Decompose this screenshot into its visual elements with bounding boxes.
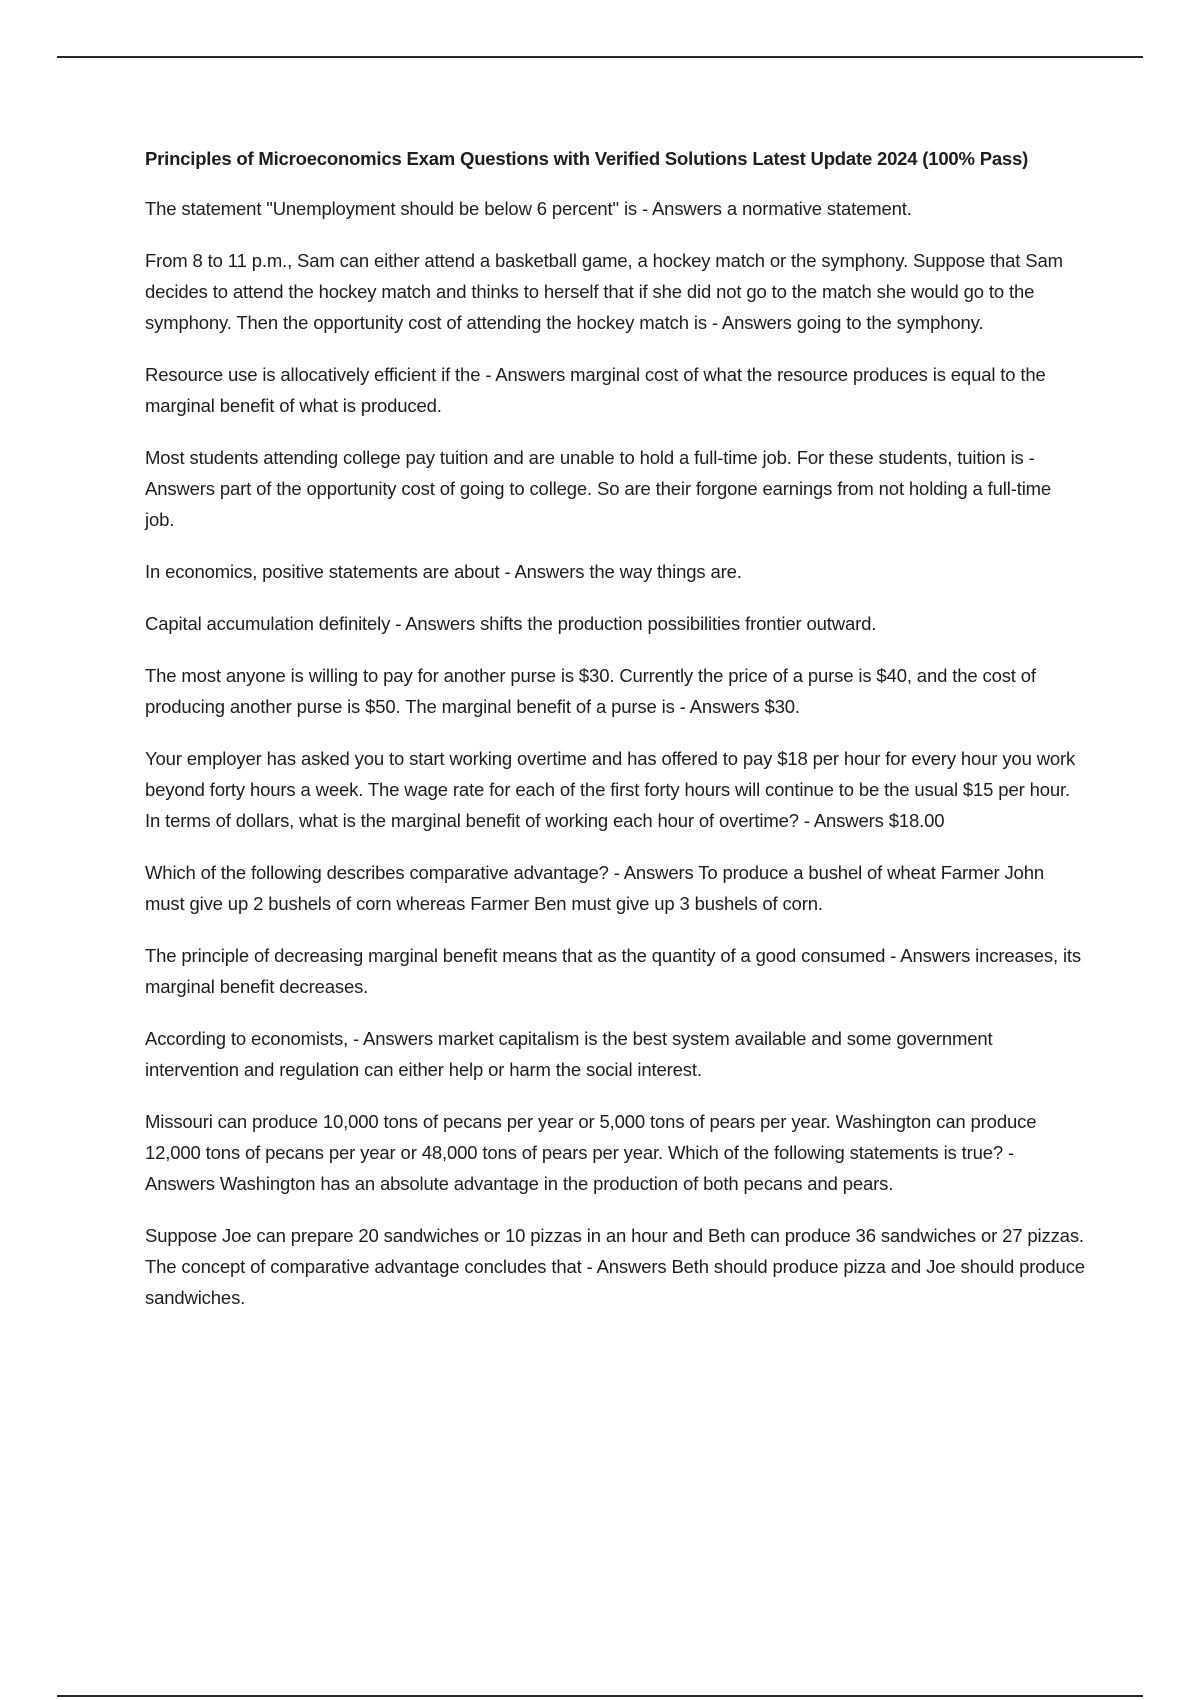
document-title: Principles of Microeconomics Exam Questions with Verified Solutions Latest Update 2024 (100% Pass): [145, 148, 1029, 169]
qa-entry-4: Most students attending college pay tuition and are unable to hold a full-time job. For these students, tuition is - Answers part of the opportunity cost of going to college. So are their forgone earnings from not holding a full-time job.: [145, 447, 1052, 530]
bottom-rule: [57, 1695, 1143, 1697]
qa-entry-6: Capital accumulation definitely - Answers shifts the production possibilities frontier outward.: [145, 613, 877, 634]
qa-entry-9: Which of the following describes comparative advantage? - Answers To produce a bushel of wheat Farmer John must give up 2 bushels of corn whereas Farmer Ben must give up 3 bushels of corn.: [145, 862, 1044, 914]
qa-entry-8: Your employer has asked you to start working overtime and has offered to pay $18 per hour for every hour you work beyond forty hours a week. The wage rate for each of the first forty hours will continue to be the usual $15 per hour. In terms of dollars, what is the marginal benefit of working each hour of overtime? - Answers $18.00: [145, 748, 1076, 831]
qa-entry-5: In economics, positive statements are about - Answers the way things are.: [145, 561, 742, 582]
top-rule: [57, 56, 1143, 58]
qa-entry-12: Missouri can produce 10,000 tons of pecans per year or 5,000 tons of pears per year. Washington can produce 12,000 tons of pecans per year or 48,000 tons of pears per year. Which of the following statements is true? - Answers Washington has an absolute advantage in the production of both pecans and pears.: [145, 1111, 1037, 1194]
qa-entry-1: The statement "Unemployment should be below 6 percent" is - Answers a normative statement.: [145, 198, 912, 219]
qa-entry-13: Suppose Joe can prepare 20 sandwiches or 10 pizzas in an hour and Beth can produce 36 sandwiches or 27 pizzas. The concept of comparative advantage concludes that - Answers Beth should produce pizza and Joe should produce sandwiches.: [145, 1225, 1085, 1308]
qa-entry-7: The most anyone is willing to pay for another purse is $30. Currently the price of a purse is $40, and the cost of producing another purse is $50. The marginal benefit of a purse is - Answers $30.: [145, 665, 1036, 717]
qa-entry-2: From 8 to 11 p.m., Sam can either attend a basketball game, a hockey match or the symphony. Suppose that Sam decides to attend the hockey match and thinks to herself that if she did not go to the match she would go to the symphony. Then the opportunity cost of attending the hockey match is - Answers going to the symphony.: [145, 250, 1063, 333]
qa-entry-11: According to economists, - Answers market capitalism is the best system available and some government intervention and regulation can either help or harm the social interest.: [145, 1028, 993, 1080]
document-body: [145, 143, 1085, 1334]
qa-entry-10: The principle of decreasing marginal benefit means that as the quantity of a good consumed - Answers increases, its marginal benefit decreases.: [145, 945, 1082, 997]
qa-entry-3: Resource use is allocatively efficient if the - Answers marginal cost of what the resource produces is equal to the marginal benefit of what is produced.: [145, 364, 1046, 416]
